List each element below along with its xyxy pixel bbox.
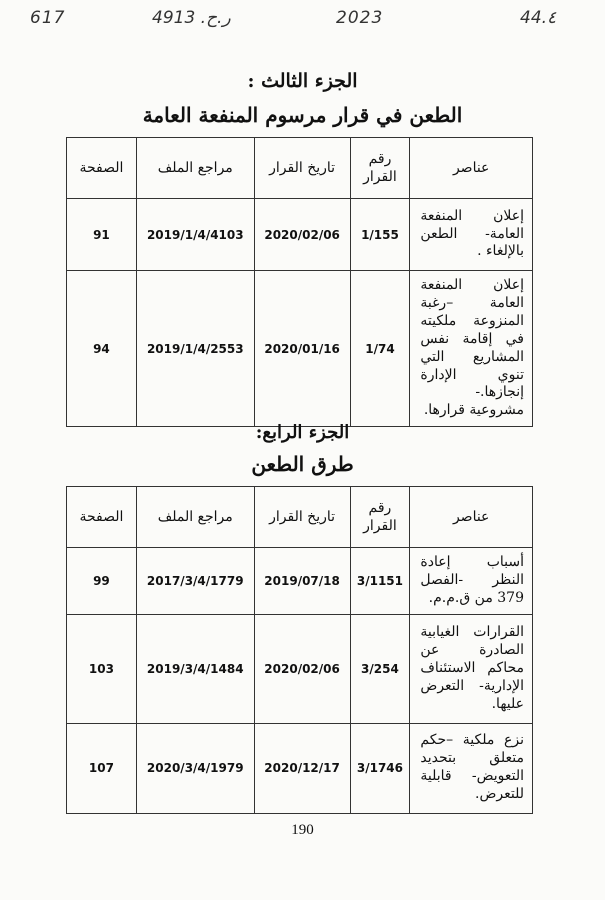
row-page: 103 [67,614,137,723]
handwritten-year: 2023 [336,8,384,28]
row-file-reference: 2019/1/4/4103 [136,199,254,271]
row-page: 107 [67,723,137,813]
row-decision-date: 2020/02/06 [254,199,350,271]
header-elements: عناصر [410,138,533,199]
table-row [67,199,533,271]
table-header-row [67,487,533,548]
table-row [67,548,533,615]
header-file-reference: مراجع الملف [136,487,254,548]
row-elements: إعلان المنفعة العامة- الطعن بالإلغاء . [410,199,533,271]
row-decision-date: 2020/12/17 [254,723,350,813]
header-decision-number: رقم القرار [350,138,410,199]
handwritten-corner-right: 44.٤ [520,8,557,28]
part-four-table [66,486,533,814]
row-file-reference: 2019/1/4/2553 [136,271,254,427]
handwritten-file-ref: ر.ح. 4913 [152,8,231,28]
row-decision-number: 3/1746 [350,723,410,813]
row-decision-number: 3/254 [350,614,410,723]
row-page: 99 [67,548,137,615]
page-number: 190 [291,822,314,838]
row-decision-date: 2019/07/18 [254,548,350,615]
row-decision-number: 3/1151 [350,548,410,615]
row-file-reference: 2019/3/4/1484 [136,614,254,723]
table-row [67,614,533,723]
row-decision-number: 1/74 [350,271,410,427]
row-page: 94 [67,271,137,427]
table-row [67,723,533,813]
part-three-title: الطعن في قرار مرسوم المنفعة العامة [142,103,463,127]
row-elements: القرارات الغيابية الصادرة عن محاكم الاستئناف الإدارية- التعرض عليها. [410,614,533,723]
part-four-heading: الجزء الرابع: [255,422,350,443]
row-page: 91 [67,199,137,271]
row-elements: نزع ملكية –حكم متعلق بتحديد التعويض- قابلية للتعرض. [410,723,533,813]
row-decision-date: 2020/01/16 [254,271,350,427]
header-page: الصفحة [67,487,137,548]
row-file-reference: 2020/3/4/1979 [136,723,254,813]
part-three-heading: الجزء الثالث : [247,70,358,92]
header-decision-date: تاريخ القرار [254,138,350,199]
part-four-title: طرق الطعن [251,452,354,476]
part-three-table [66,137,533,427]
table-row [67,271,533,427]
header-decision-number: رقم القرار [350,487,410,548]
handwritten-corner-left: 617 [30,8,66,28]
header-file-reference: مراجع الملف [136,138,254,199]
header-elements: عناصر [410,487,533,548]
row-file-reference: 2017/3/4/1779 [136,548,254,615]
header-page: الصفحة [67,138,137,199]
row-elements: أسباب إعادة النظر -الفصل 379 من ق.م.م. [410,548,533,615]
table-header-row [67,138,533,199]
header-decision-date: تاريخ القرار [254,487,350,548]
row-decision-date: 2020/02/06 [254,614,350,723]
row-decision-number: 1/155 [350,199,410,271]
row-elements: إعلان المنفعة العامة –رغبة المنزوعة ملكيته في إقامة نفس المشاريع التي تنوي الإدارة إنجازها.- مشروعية قرارها. [410,271,533,427]
